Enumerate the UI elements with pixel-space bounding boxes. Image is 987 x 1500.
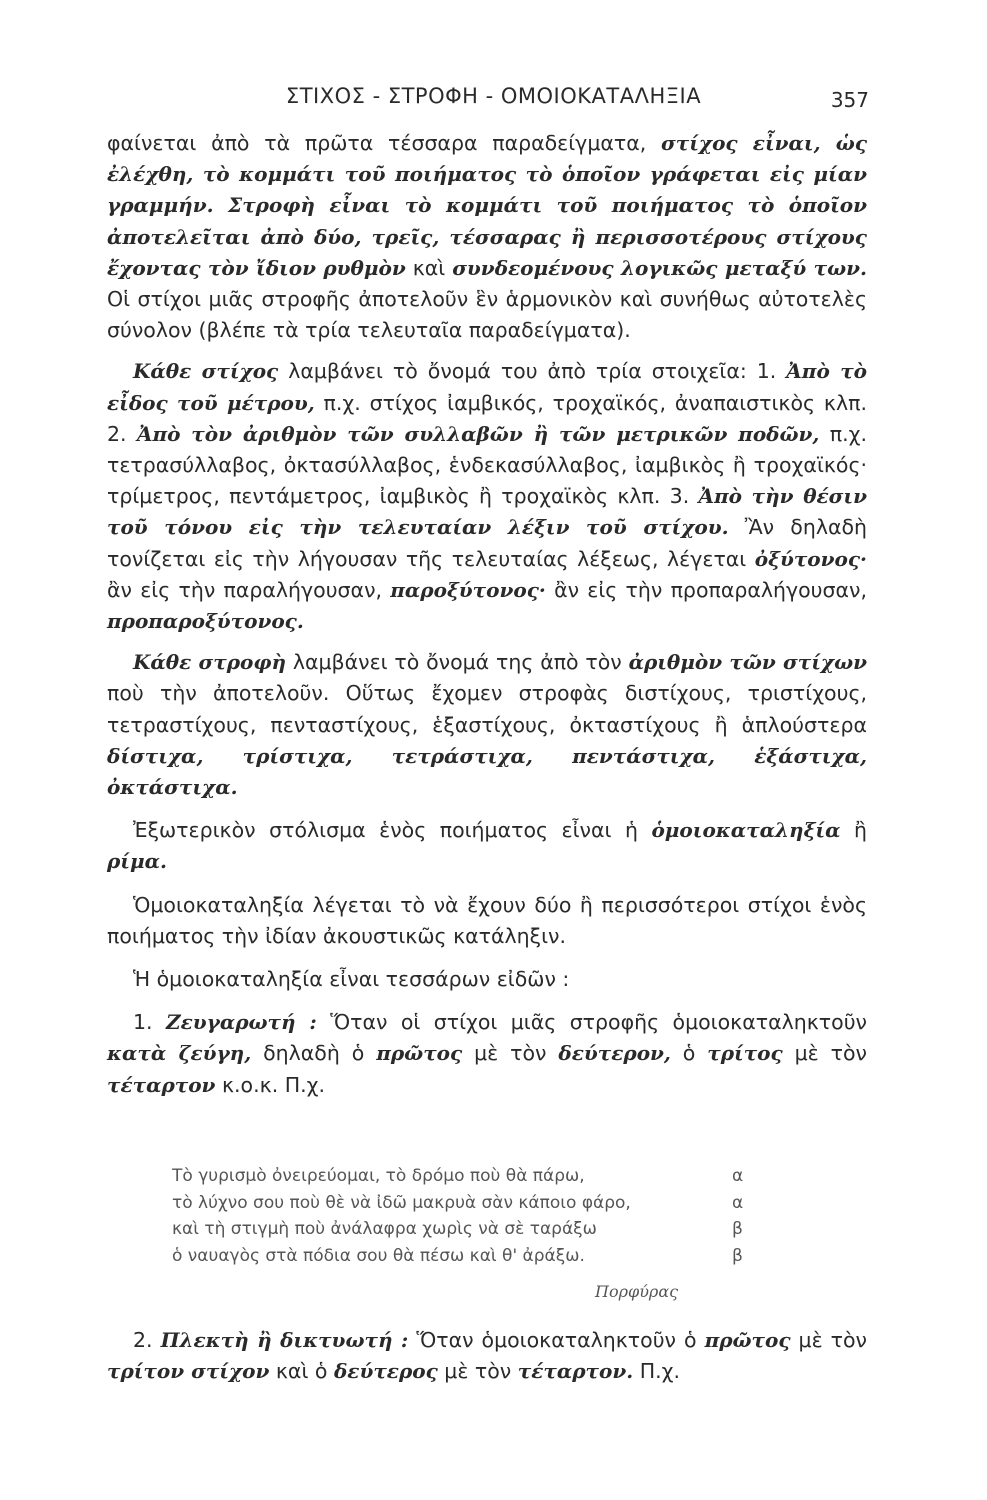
emphasis-run: τρίτον στίχον [107, 1359, 270, 1384]
text-run: Ἂν δηλαδὴ τονίζεται εἰς τὴν λήγουσαν τῆς τελευταίας λέξεως, λέγεται [107, 515, 867, 571]
text-run: ἂν εἰς τὴν παραλήγουσαν, [107, 577, 391, 602]
text-run: Οἱ στίχοι μιᾶς στροφῆς ἀποτελοῦν ἓν ἁρμονικὸν καὶ συνήθως αὐτοτελὲς σύνολον (βλέπε τὰ τρία τελευταῖα παραδείγματα). [107, 287, 867, 343]
text-run: π.χ. τετρασύλλαβος, ὀκτασύλλαβος, ἑνδεκασύλλαβος, ἰαμβικὸς ἢ τροχαϊκός· τρίμετρος, πεντάμετρος, ἰαμβικὸς ἢ τροχαϊκὸς κλπ. 3. [107, 421, 868, 509]
poem-line [172, 1216, 762, 1243]
emphasis-run: δεύτερος [333, 1359, 438, 1384]
emphasis-run: ὀξύτονος· [754, 546, 867, 571]
text-run: ποὺ τὴν ἀποτελοῦν. Οὕτως ἔχομεν στροφὰς διστίχους, τριστίχους, τετραστίχους, πενταστίχους, ἑξαστίχους, ὀκταστίχους ἢ ἁπλούστερα [107, 681, 867, 737]
text-run: Ἐξωτερικὸν στόλισμα ἑνὸς ποιήματος εἶναι ἡ [133, 818, 652, 843]
text-run: μὲ τὸν [782, 1041, 868, 1066]
body-text-continued [107, 1325, 867, 1387]
text-run: μὲ τὸν [437, 1359, 518, 1384]
paragraph-rhyme-definition [107, 890, 867, 952]
emphasis-run: προπαροξύτονος. [107, 609, 304, 634]
emphasis-run: ἀριθμὸν τῶν στίχων [628, 650, 867, 675]
text-run: καὶ [405, 255, 453, 280]
text-run: μὲ τὸν [462, 1041, 559, 1066]
text-run: Π.χ. [633, 1359, 680, 1384]
emphasis-run: Ἀπὸ τὴν θέσιν τοῦ τόνου εἰς τὴν τελευταίαν λέξιν τοῦ στίχου. [107, 484, 867, 540]
rhyme-letter: α [732, 1192, 744, 1213]
poem-line-text: τὸ λύχνο σου ποὺ θὲ νὰ ἰδῶ μακρυὰ σὰν κάποιο φάρο, [172, 1192, 631, 1213]
poem-line-text: καὶ τὴ στιγμὴ ποὺ ἀνάλαφρα χωρὶς νὰ σὲ ταράξω [172, 1219, 597, 1239]
paragraph-rhyme-kinds [107, 964, 867, 995]
body-text [107, 128, 867, 1101]
poem-line [172, 1163, 762, 1190]
text-run: φαίνεται ἀπὸ τὰ πρῶτα τέσσαρα παραδείγματα, [107, 131, 662, 155]
poem-line [172, 1243, 762, 1270]
paragraph-rhyme-intro [107, 815, 867, 877]
emphasis-run: δεύτερον, [558, 1041, 671, 1066]
text-run: Ὅταν οἱ στίχοι μιᾶς στροφῆς ὁμοιοκαταληκτοῦν [316, 1010, 868, 1035]
rhyme-letter: α [732, 1166, 744, 1186]
text-run: λαμβάνει τὸ ὄνομά του ἀπὸ τρία στοιχεῖα: 1. [278, 359, 787, 384]
poem-example [172, 1163, 762, 1269]
emphasis-run: τρίτος [707, 1041, 783, 1066]
emphasis-run: ρίμα. [107, 849, 167, 874]
emphasis-run: Ἀπὸ τὸν ἀριθμὸν τῶν συλλαβῶν ἢ τῶν μετρικῶν ποδῶν, [136, 421, 820, 446]
text-run: Ὁμοιοκαταληξία λέγεται τὸ νὰ ἔχουν δύο ἢ περισσότεροι στίχοι ἑνὸς ποιήματος τὴν ἰδίαν ἀκουστικῶς κατάληξιν. [107, 892, 867, 948]
poem-line [172, 1190, 762, 1217]
text-run: Ὅταν ὁμοιοκαταληκτοῦν ὁ [408, 1328, 705, 1352]
text-run: Ἡ ὁμοιοκαταληξία εἶναι τεσσάρων εἰδῶν : [133, 967, 570, 992]
text-run: καὶ ὁ [269, 1359, 334, 1384]
emphasis-run: τέταρτον. [517, 1359, 634, 1384]
emphasis-run: στίχος εἶναι, ὡς ἐλέχθη, τὸ κομμάτι τοῦ ποιήματος τὸ ὁποῖον γράφεται εἰς μίαν γραμμήν. Στροφὴ εἶναι τὸ κομμάτι τοῦ ποιήματος τὸ ὁποῖον ἀποτελεῖται ἀπὸ δύο, τρεῖς, τέσσαρας ἢ περισσοτέρους στίχους ἔχοντας τὸν ἴδιον ρυθμὸν [107, 131, 867, 280]
emphasis-run: συνδεομένους λογικῶς μεταξύ των. [452, 255, 867, 280]
page-number: 357 [830, 88, 869, 112]
emphasis-run: Πλεκτὴ ἢ δικτυωτή : [160, 1328, 409, 1352]
emphasis-run: τέταρτον [107, 1072, 216, 1097]
emphasis-run: Κάθε στροφὴ [133, 650, 287, 675]
emphasis-run: Κάθε στίχος [133, 359, 279, 384]
emphasis-run: πρῶτος [704, 1328, 791, 1352]
emphasis-run: Ἀπὸ τὸ εἶδος τοῦ μέτρου, [107, 359, 867, 415]
paragraph-stichos-definition [107, 128, 867, 346]
running-header-title: ΣΤΙΧΟΣ - ΣΤΡΟΦΗ - ΟΜΟΙΟΚΑΤΑΛΗΞΙΑ [285, 84, 702, 108]
poem-line-text: Τὸ γυρισμὸ ὀνειρεύομαι, τὸ δρόμο ποὺ θὰ πάρω, [172, 1166, 585, 1186]
emphasis-run: δίστιχα, τρίστιχα, τετράστιχα, πεντάστιχα, ἑξάστιχα, ὀκτάστιχα. [107, 743, 867, 800]
list-item-interlaced-rhyme [107, 1325, 867, 1387]
rhyme-letter: β [732, 1219, 743, 1239]
text-run: δηλαδὴ ὁ [251, 1041, 377, 1066]
text-run: π.χ. στίχος ἰαμβικός, τροχαϊκός, ἀναπαιστικὸς κλπ. 2. [107, 390, 867, 446]
text-run: κ.ο.κ. Π.χ. [215, 1072, 326, 1097]
text-run: ἂν εἰς τὴν προπαραλήγουσαν, [545, 577, 867, 602]
poem-author: Πορφύρας [595, 1282, 679, 1301]
list-number: 2. [133, 1328, 161, 1352]
emphasis-run: πρῶτος [376, 1041, 463, 1066]
paragraph-stichos-naming [107, 356, 867, 637]
emphasis-run: κατὰ ζεύγη, [107, 1041, 252, 1066]
text-run: λαμβάνει τὸ ὄνομά της ἀπὸ τὸν [286, 650, 629, 675]
text-run: ἢ [840, 818, 867, 843]
emphasis-run: ὁμοιοκαταληξία [651, 818, 841, 843]
text-run: μὲ τὸν [790, 1328, 868, 1352]
list-number: 1. [133, 1010, 166, 1035]
rhyme-letter: β [732, 1245, 743, 1266]
list-item-paired-rhyme [107, 1007, 867, 1101]
emphasis-run: Ζευγαρωτή : [165, 1010, 317, 1035]
poem-line-text: ὁ ναυαγὸς στὰ πόδια σου θὰ πέσω καὶ θ' ἀράξω. [172, 1245, 585, 1266]
text-run: ὁ [670, 1041, 708, 1066]
paragraph-strophe-naming [107, 647, 867, 803]
emphasis-run: παροξύτονος· [390, 577, 546, 602]
